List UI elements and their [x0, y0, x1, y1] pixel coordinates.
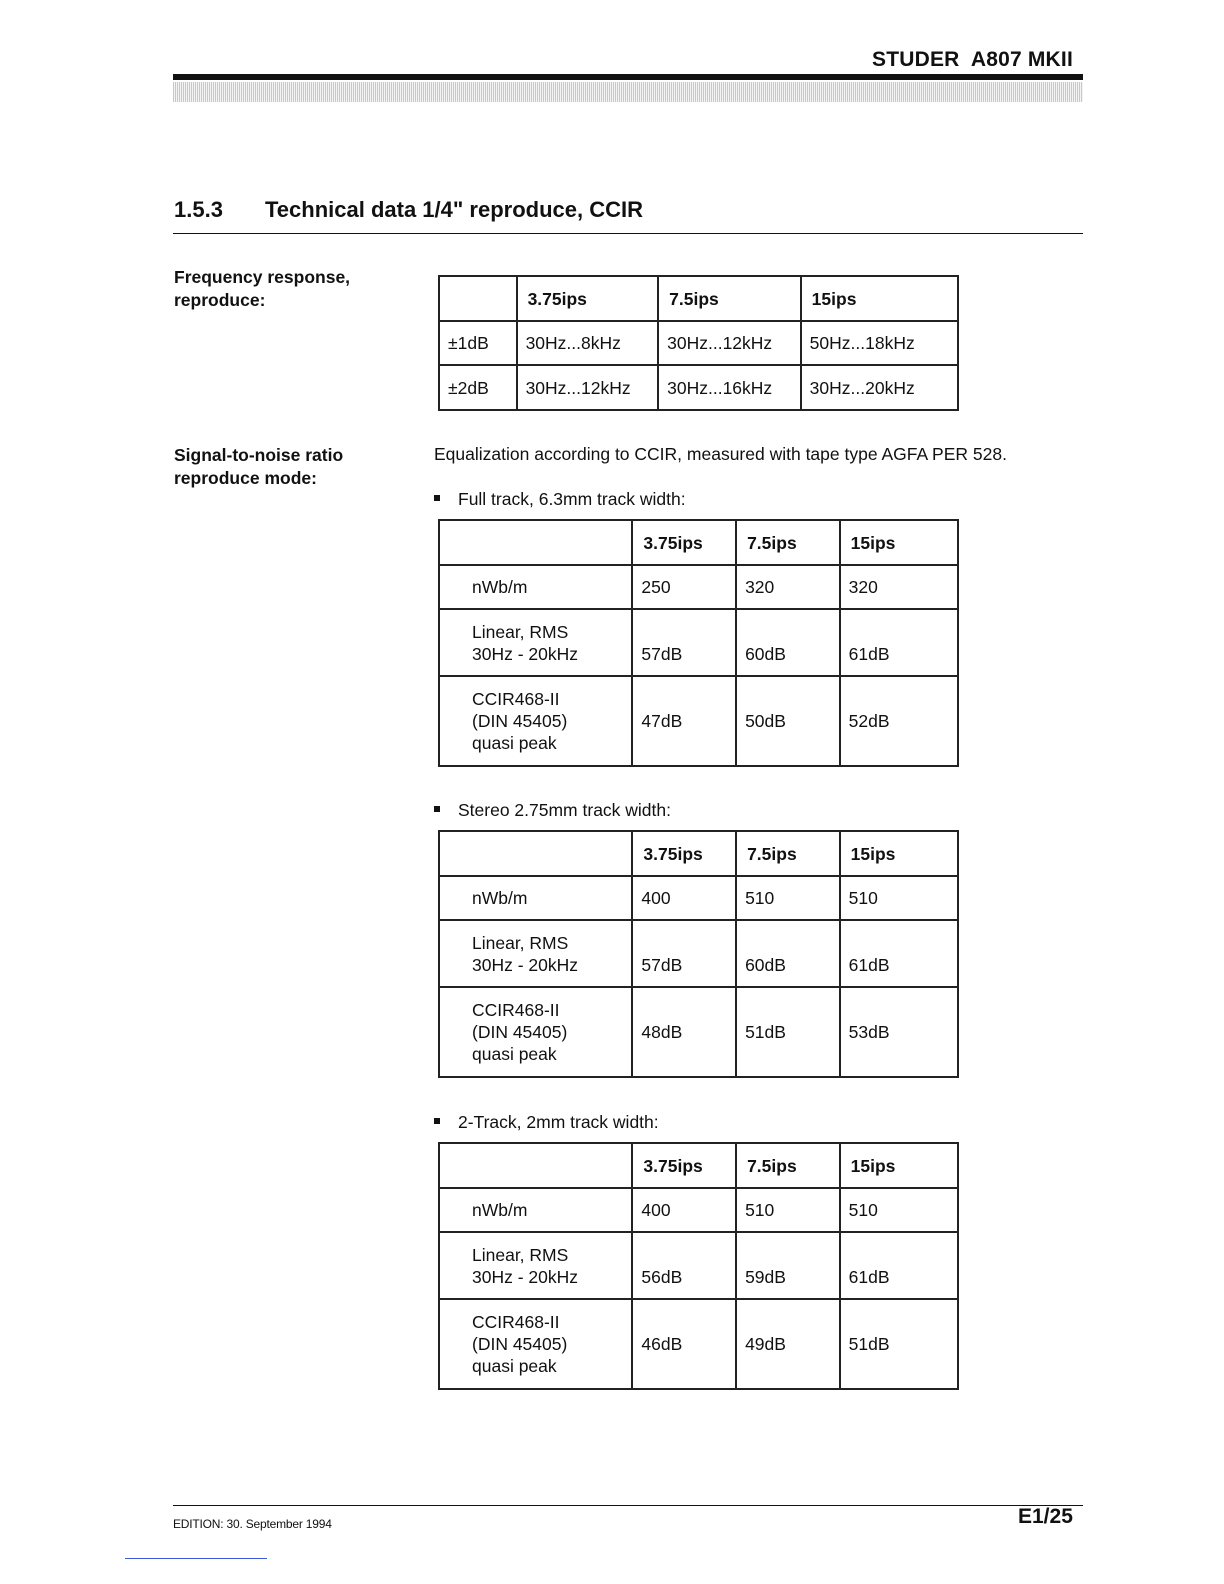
fr-header-cell	[439, 276, 517, 321]
page-number: E1/25	[1018, 1505, 1073, 1528]
fr-cell: 30Hz...16kHz	[658, 365, 801, 410]
snr-row-label-line: Linear, RMS	[472, 1244, 569, 1265]
snr-cell: 510	[736, 876, 840, 920]
snr-label	[174, 444, 343, 490]
edition-date: EDITION: 30. September 1994	[173, 1517, 332, 1531]
fr-row-label: ±1dB	[439, 321, 517, 365]
snr-cell: 60dB	[736, 920, 840, 987]
snr-table-stereo	[438, 830, 959, 1078]
snr-header-cell: 15ips	[840, 520, 958, 565]
header-hatch-band	[173, 82, 1083, 102]
bullet-square-icon	[434, 495, 440, 501]
snr-cell: 60dB	[736, 609, 840, 676]
table-row	[439, 1232, 958, 1299]
snr-cell: 53dB	[840, 987, 958, 1077]
frequency-response-label	[174, 266, 350, 312]
snr-row-label-line: (DIN 45405)	[472, 711, 568, 731]
snr-row-label-line: 30Hz - 20kHz	[472, 643, 579, 664]
snr-table-3-title-text: 2-Track, 2mm track width:	[458, 1112, 659, 1132]
snr-row-label-line: 30Hz - 20kHz	[472, 1266, 579, 1287]
bullet-square-icon	[434, 1118, 440, 1124]
snr-cell: 57dB	[632, 609, 736, 676]
fr-cell: 30Hz...12kHz	[517, 365, 659, 410]
snr-header-cell: 3.75ips	[632, 1143, 736, 1188]
snr-row-label-line: Linear, RMS	[472, 621, 569, 642]
fr-cell: 30Hz...20kHz	[801, 365, 958, 410]
snr-row-label-line: (DIN 45405)	[472, 1334, 568, 1354]
table-row	[439, 987, 958, 1077]
snr-row-label-line: CCIR468-II	[472, 1000, 560, 1020]
snr-table-full-track	[438, 519, 959, 767]
snr-header-cell: 3.75ips	[632, 520, 736, 565]
footer-rule	[173, 1505, 1083, 1506]
snr-label-line2: reproduce mode:	[174, 468, 317, 488]
snr-row-label-line: quasi peak	[472, 1044, 557, 1064]
snr-cell: 56dB	[632, 1232, 736, 1299]
snr-row-label-line: quasi peak	[472, 1356, 557, 1376]
snr-cell: 49dB	[736, 1299, 840, 1389]
snr-row-label	[439, 920, 632, 987]
fr-header-cell: 3.75ips	[517, 276, 659, 321]
snr-row-label	[439, 1232, 632, 1299]
table-row	[439, 876, 958, 920]
snr-header-cell	[439, 520, 632, 565]
snr-cell: 51dB	[840, 1299, 958, 1389]
fr-cell: 30Hz...8kHz	[517, 321, 659, 365]
snr-row-label	[439, 1299, 632, 1389]
snr-header-cell	[439, 1143, 632, 1188]
table-row	[439, 565, 958, 609]
frequency-response-table	[438, 275, 959, 411]
table-row	[439, 1299, 958, 1389]
snr-header-cell: 3.75ips	[632, 831, 736, 876]
snr-header-cell: 7.5ips	[736, 1143, 840, 1188]
table-row	[439, 676, 958, 766]
snr-row-label	[439, 676, 632, 766]
table-row	[439, 609, 958, 676]
snr-header-cell: 7.5ips	[736, 520, 840, 565]
snr-cell: 47dB	[632, 676, 736, 766]
snr-cell: 61dB	[840, 609, 958, 676]
header-rule	[173, 74, 1083, 80]
frequency-response-label-line1: Frequency response,	[174, 267, 351, 287]
snr-header-cell: 7.5ips	[736, 831, 840, 876]
snr-row-label-line: nWb/m	[472, 577, 528, 597]
snr-row-label-line: CCIR468-II	[472, 1312, 560, 1332]
link-underline	[125, 1558, 267, 1559]
snr-cell: 57dB	[632, 920, 736, 987]
snr-cell: 50dB	[736, 676, 840, 766]
snr-cell: 46dB	[632, 1299, 736, 1389]
snr-table-2-title-text: Stereo 2.75mm track width:	[458, 800, 671, 820]
snr-row-label-line: 30Hz - 20kHz	[472, 954, 579, 975]
snr-row-label	[439, 609, 632, 676]
snr-cell: 250	[632, 565, 736, 609]
frequency-response-label-line2: reproduce:	[174, 290, 266, 310]
snr-header-cell	[439, 831, 632, 876]
snr-cell: 61dB	[840, 920, 958, 987]
snr-row-label-line: quasi peak	[472, 733, 557, 753]
section-number: 1.5.3	[174, 197, 223, 222]
fr-row-label: ±2dB	[439, 365, 517, 410]
snr-row-label	[439, 876, 632, 920]
snr-cell: 61dB	[840, 1232, 958, 1299]
table-row	[439, 920, 958, 987]
fr-cell: 30Hz...12kHz	[658, 321, 801, 365]
snr-cell: 400	[632, 876, 736, 920]
section-title: Technical data 1/4" reproduce, CCIR	[265, 197, 644, 222]
snr-row-label	[439, 565, 632, 609]
snr-cell: 48dB	[632, 987, 736, 1077]
snr-table-2-track	[438, 1142, 959, 1390]
snr-table-2-title	[434, 799, 671, 821]
document-brand: STUDER A807 MKII	[872, 48, 1073, 71]
snr-row-label-line: CCIR468-II	[472, 689, 560, 709]
snr-cell: 510	[736, 1188, 840, 1232]
snr-row-label-line: (DIN 45405)	[472, 1022, 568, 1042]
snr-cell: 510	[840, 1188, 958, 1232]
snr-intro: Equalization according to CCIR, measured with tape type AGFA PER 528.	[434, 444, 1007, 464]
table-row	[439, 365, 958, 410]
snr-cell: 320	[736, 565, 840, 609]
snr-row-label-line: nWb/m	[472, 1200, 528, 1220]
fr-header-cell: 7.5ips	[658, 276, 801, 321]
fr-cell: 50Hz...18kHz	[801, 321, 958, 365]
snr-table-1-title	[434, 488, 686, 510]
table-row	[439, 321, 958, 365]
snr-label-line1: Signal-to-noise ratio	[174, 445, 344, 465]
snr-row-label	[439, 1188, 632, 1232]
snr-header-cell: 15ips	[840, 831, 958, 876]
snr-cell: 59dB	[736, 1232, 840, 1299]
section-rule	[173, 233, 1083, 234]
snr-cell: 400	[632, 1188, 736, 1232]
snr-table-1-title-text: Full track, 6.3mm track width:	[458, 489, 686, 509]
fr-header-cell: 15ips	[801, 276, 958, 321]
snr-cell: 51dB	[736, 987, 840, 1077]
snr-row-label-line: nWb/m	[472, 888, 528, 908]
snr-cell: 320	[840, 565, 958, 609]
snr-cell: 52dB	[840, 676, 958, 766]
snr-row-label-line: Linear, RMS	[472, 932, 569, 953]
snr-cell: 510	[840, 876, 958, 920]
snr-header-cell: 15ips	[840, 1143, 958, 1188]
snr-table-3-title	[434, 1111, 659, 1133]
bullet-square-icon	[434, 806, 440, 812]
snr-row-label	[439, 987, 632, 1077]
table-row	[439, 1188, 958, 1232]
